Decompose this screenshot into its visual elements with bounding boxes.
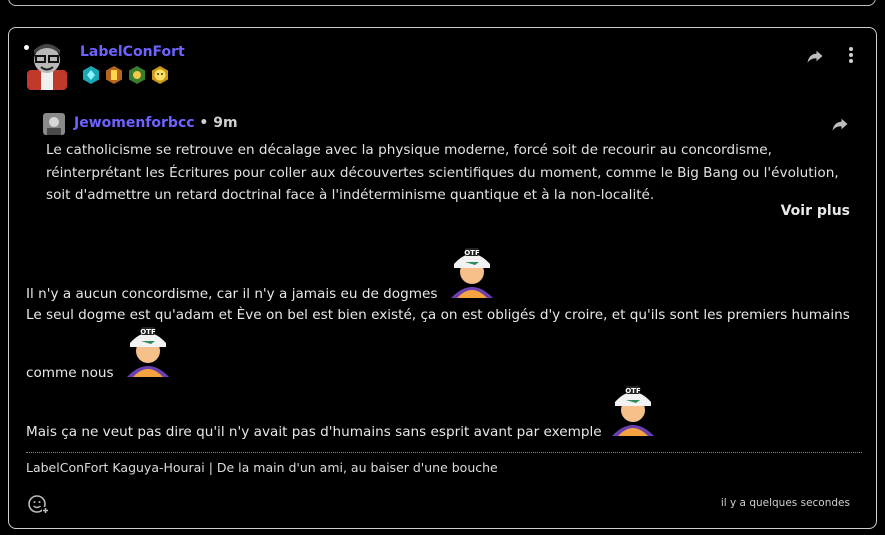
otf-sticker-icon <box>606 384 660 438</box>
body-line-4: Mais ça ne veut pas dire qu'il n'y avait pas d'humains sans esprit avant par exemple <box>26 424 602 440</box>
quote-text: Le catholicisme se retrouve en décalage avec la physique moderne, forcé soit de recourir au concordisme, réinterprétant les Écritures pour coller aux découvertes scientifiques du moment, comme le Big Bang ou l'évolution, soit d'admettre un retard doctrinal face à l'indéterminisme quantique et à la non-localité. <box>46 142 839 203</box>
svg-text:OTF: OTF <box>140 328 156 336</box>
signature-divider <box>26 452 862 453</box>
more-options-icon[interactable] <box>845 45 857 65</box>
signature: LabelConFort Kaguya-Hourai | De la main d'un ami, au baiser d'une bouche <box>26 460 498 475</box>
add-reaction-icon[interactable] <box>27 493 49 515</box>
forum-post <box>8 27 877 529</box>
body-line-1: Il n'y a aucun concordisme, car il n'y a jamais eu de dogmes <box>26 286 438 302</box>
otf-sticker-icon <box>445 246 499 300</box>
badge-green-icon[interactable] <box>127 65 147 85</box>
badge-face-icon[interactable] <box>150 65 170 85</box>
badges <box>81 65 170 85</box>
badge-gem-icon[interactable] <box>81 65 101 85</box>
quote-separator: • <box>194 115 214 131</box>
body-line-2: Le seul dogme est qu'adam et Ève on bel est bien existé, ça on est obligés d'y croire, et qu'ils sont les premiers humains <box>26 307 850 323</box>
online-status-dot <box>24 45 29 50</box>
body-line-3: comme nous <box>26 365 114 381</box>
svg-text:OTF: OTF <box>625 387 641 395</box>
quote-author[interactable]: Jewomenforbcc <box>74 115 195 131</box>
voir-plus-button[interactable]: Voir plus <box>780 203 850 219</box>
post-timestamp: il y a quelques secondes <box>720 497 850 509</box>
badge-gold-icon[interactable] <box>104 65 124 85</box>
quote-time: 9m <box>213 115 238 131</box>
avatar[interactable] <box>21 42 71 90</box>
svg-text:OTF: OTF <box>464 249 480 257</box>
quote-share-icon[interactable] <box>831 115 849 133</box>
share-icon[interactable] <box>806 47 824 65</box>
quote-avatar[interactable] <box>43 113 65 135</box>
post-author[interactable]: LabelConFort <box>80 44 185 60</box>
otf-sticker-icon <box>121 325 175 379</box>
quote-header <box>74 115 238 131</box>
previous-post-card <box>8 0 876 6</box>
